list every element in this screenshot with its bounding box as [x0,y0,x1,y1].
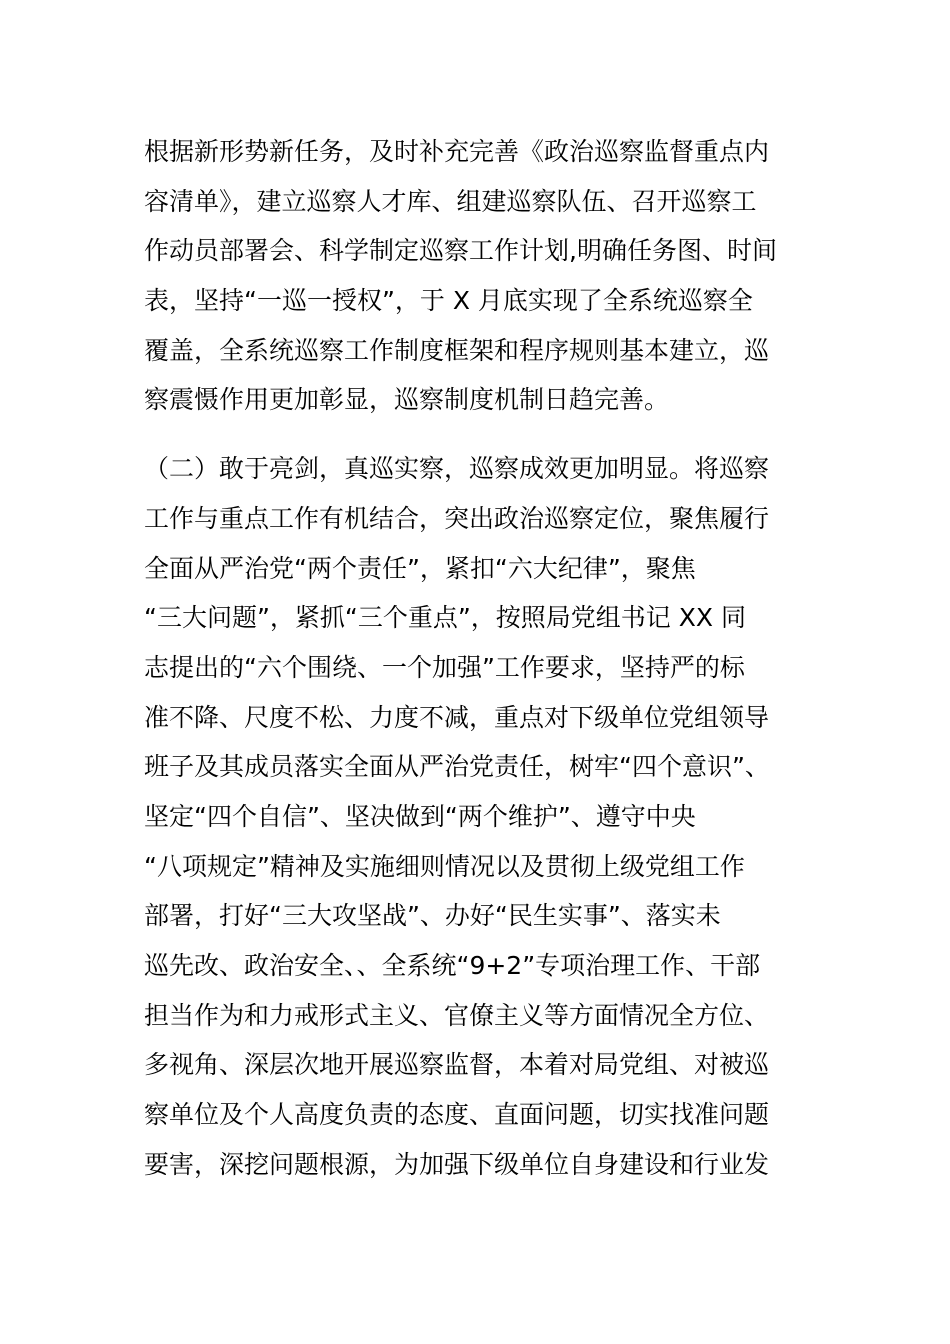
text-line: 察单位及个人高度负责的态度、直面问题，切实找准问题 [144,1100,770,1129]
text-line: 察震慑作用更加彰显，巡察制度机制日趋完善。 [144,385,670,414]
text-line: 全面从严治党“两个责任”，紧扣“六大纪律”，聚焦 [144,554,696,583]
text-line: 巡先改、政治安全、、全系统“9+2”专项治理工作、干部 [144,951,761,980]
text-line: 容清单》，建立巡察人才库、组建巡察队伍、召开巡察工 [144,187,757,216]
text-line: 多视角、深层次地开展巡察监督，本着对局党组、对被巡 [144,1050,770,1079]
text-line: 根据新形势新任务，及时补充完善《政治巡察监督重点内 [144,137,770,166]
text-line: 表，坚持“一巡一授权”，于 X 月底实现了全系统巡察全 [144,286,753,315]
text-line: 覆盖，全系统巡察工作制度框架和程序规则基本建立，巡 [144,336,770,365]
text-line: （二）敢于亮剑，真巡实察，巡察成效更加明显。将巡察 [144,454,770,483]
text-line: 部署，打好“三大攻坚战”、办好“民生实事”、落实未 [144,901,721,930]
text-line: 工作与重点工作有机结合，突出政治巡察定位，聚焦履行 [144,504,770,533]
text-line: 要害，深挖问题根源，为加强下级单位自身建设和行业发 [144,1150,770,1179]
text-line: “八项规定”精神及实施细则情况以及贯彻上级党组工作 [144,852,745,881]
text-line: 准不降、尺度不松、力度不减，重点对下级单位党组领导 [144,703,770,732]
text-line: 班子及其成员落实全面从严治党责任，树牢“四个意识”、 [144,752,770,781]
text-line: 志提出的“六个围绕、一个加强”工作要求，坚持严的标 [144,653,745,682]
text-line: 作动员部署会、科学制定巡察工作计划,明确任务图、时间 [144,236,777,265]
text-line: “三大问题”，紧抓“三个重点”，按照局党组书记 XX 同 [144,603,746,632]
text-line: 坚定“四个自信”、坚决做到“两个维护”、遵守中央 [144,802,696,831]
text-line: 担当作为和力戒形式主义、官僚主义等方面情况全方位、 [144,1001,770,1030]
